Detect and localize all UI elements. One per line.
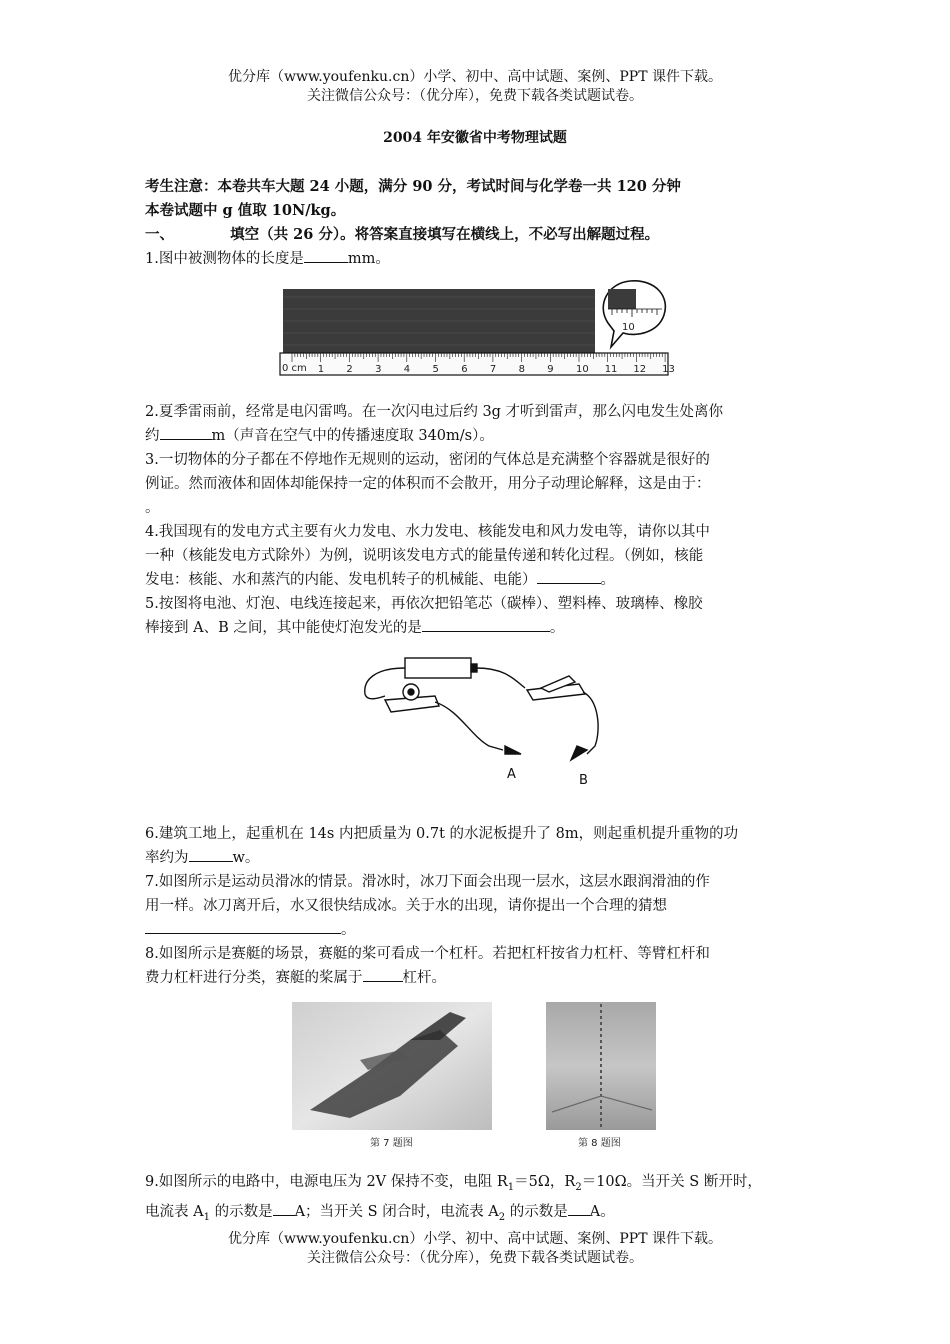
q8-text-end: 杠杆。 xyxy=(402,970,446,986)
subscript: 2 xyxy=(575,1181,582,1193)
q9-text: 的示数是 xyxy=(209,1203,273,1220)
ruler-tick-label: 4 xyxy=(403,364,411,375)
question-1 xyxy=(145,247,815,271)
answer-blank[interactable] xyxy=(304,248,348,263)
ruler-tick-label: 5 xyxy=(432,364,439,375)
question-3-line-1: 3.一切物体的分子都在不停地作无规则的运动，密闭的气体总是充满整个容器就是很好的 xyxy=(145,452,710,468)
question-4-line-2: 一种（核能发电方式除外）为例，说明该发电方式的能量传递和转化过程。（例如，核能 xyxy=(145,548,704,564)
q6-text: 率约为 xyxy=(145,850,189,866)
answer-blank[interactable] xyxy=(160,425,212,440)
question-9-line-1 xyxy=(145,1170,815,1200)
notice-line-2: 本卷试题中 g 值取 10N/kg。 xyxy=(145,202,346,219)
q1-unit: mm。 xyxy=(347,251,390,267)
question-3-line-3: 。 xyxy=(145,500,160,516)
q9-text: ＝10Ω。当开关 S 断开时， xyxy=(581,1174,762,1190)
answer-blank[interactable] xyxy=(537,569,601,584)
page-title: 2004 年安徽省中考物理试题 xyxy=(383,130,567,146)
q9-text: A；当开关 S 闭合时，电流表 A xyxy=(294,1203,499,1220)
ruler-tick-label: 10 xyxy=(576,364,589,375)
q9-text: 电流表 A xyxy=(145,1203,204,1220)
q7-text-end: 。 xyxy=(341,922,356,938)
answer-blank[interactable] xyxy=(189,847,233,862)
ruler-unit-label: 0 cm xyxy=(282,363,307,374)
questions-2-to-5 xyxy=(145,400,815,640)
q4-text: 发电：核能、水和蒸汽的内能、发电机转子的机械能、电能） xyxy=(145,572,537,588)
q8-text: 费力杠杆进行分类，赛艇的桨属于 xyxy=(145,970,363,986)
question-7-line-3 xyxy=(145,918,815,942)
answer-blank[interactable] xyxy=(273,1201,295,1216)
question-7-line-2: 用一样。冰刀离开后，水又很快结成冰。关于水的出现，请你提出一个合理的猜想 xyxy=(145,898,667,914)
question-6-line-1: 6.建筑工地上，起重机在 14s 内把质量为 0.7t 的水泥板提升了 8m，则起重机提升重物的功 xyxy=(145,826,739,842)
ruler-tick-label: 3 xyxy=(375,364,382,375)
exam-notice xyxy=(145,175,815,271)
ruler-tick-label: 2 xyxy=(346,364,353,375)
header-line-2: 关注微信公众号：（优分库），免费下载各类试题试卷。 xyxy=(307,88,643,104)
questions-6-to-8 xyxy=(145,822,815,990)
ruler-tick-label: 1 xyxy=(317,364,325,375)
section-title: 填空（共 26 分）。将答案直接填写在横线上，不必写出解题过程。 xyxy=(230,226,660,243)
question-3-line-2: 例证。然而液体和固体却能保持一定的体积而不会散开，用分子动理论解释，这是由于： xyxy=(145,476,711,492)
q2-text-end: m（声音在空气中的传播速度取 340m/s）。 xyxy=(211,428,494,444)
ruler-tick-label: 12 xyxy=(633,364,647,375)
q5-text: 棒接到 A、B 之间，其中能使灯泡发光的是 xyxy=(145,620,422,636)
ruler-tick-label: 8 xyxy=(518,364,525,375)
circuit-figure xyxy=(355,650,615,790)
question-9 xyxy=(145,1170,815,1230)
subscript: 1 xyxy=(203,1211,210,1223)
q5-text-end: 。 xyxy=(549,620,565,636)
battery-icon xyxy=(405,658,471,678)
clip-b-icon xyxy=(571,746,587,760)
question-2-line-1: 2.夏季雷雨前，经常是电闪雷鸣。在一次闪电过后约 3g 才听到雷声，那么闪电发生处离你 xyxy=(145,404,724,420)
notice-line-1: 考生注意：本卷共车大题 24 小题，满分 90 分，考试时间与化学卷一共 120 分钟 xyxy=(145,178,681,195)
answer-blank[interactable] xyxy=(422,617,550,632)
clip-a-icon xyxy=(505,746,521,754)
footer-line-1: 优分库（www.youfenku.cn）小学、初中、高中试题、案例、PPT 课件下载。 xyxy=(227,1231,722,1247)
magnifier-label: 10 xyxy=(622,322,635,333)
subscript: 2 xyxy=(498,1211,506,1223)
question-4-line-3 xyxy=(145,568,815,592)
ruler-tick-label: 6 xyxy=(461,364,468,375)
figure-8-caption: 第 8 题图 xyxy=(578,1138,621,1149)
answer-blank[interactable] xyxy=(145,919,341,934)
header-line-1: 优分库（www.youfenku.cn）小学、初中、高中试题、案例、PPT 课件下载。 xyxy=(227,69,722,85)
q9-text: ＝5Ω，R xyxy=(514,1174,576,1190)
ruler-tick-label: 7 xyxy=(489,364,497,375)
question-5-line-1: 5.按图将电池、灯泡、电线连接起来，再依次把铅笔芯（碳棒）、塑料棒、玻璃棒、橡胶 xyxy=(145,596,703,612)
q2-text: 约 xyxy=(145,428,160,444)
q4-text-end: 。 xyxy=(600,572,615,588)
footer xyxy=(0,1230,950,1268)
q9-text: 的示数是 xyxy=(505,1203,568,1220)
question-5-line-2 xyxy=(145,616,815,640)
terminal-b-label: B xyxy=(579,773,588,788)
q9-text: A。 xyxy=(589,1203,615,1220)
q9-text: 9.如图所示的电路中，电源电压为 2V 保持不变，电阻 R xyxy=(145,1174,508,1190)
question-4-line-1: 4.我国现有的发电方式主要有火力发电、水力发电、核能发电和风力发电等，请你以其中 xyxy=(145,524,710,540)
ruler-tick-label: 9 xyxy=(547,364,554,375)
figure-7-caption: 第 7 题图 xyxy=(370,1138,413,1149)
ruler-tick-label: 13 xyxy=(662,364,675,375)
section-number: 一、 xyxy=(145,226,174,243)
terminal-a-label: A xyxy=(507,767,516,782)
q1-text: 1.图中被测物体的长度是 xyxy=(145,251,304,267)
question-8-line-2 xyxy=(145,966,815,990)
q6-unit: w。 xyxy=(232,850,260,866)
footer-line-2: 关注微信公众号：（优分库），免费下载各类试题试卷。 xyxy=(307,1250,643,1266)
answer-blank[interactable] xyxy=(568,1201,590,1216)
header xyxy=(0,68,950,106)
section-heading xyxy=(145,223,815,247)
answer-blank[interactable] xyxy=(363,967,403,982)
question-6-line-2 xyxy=(145,846,815,870)
photo-figures xyxy=(290,1000,658,1150)
magnified-object xyxy=(608,289,636,309)
question-8-line-1: 8.如图所示是赛艇的场景，赛艇的桨可看成一个杠杆。若把杠杆按省力杠杆、等臂杠杆和 xyxy=(145,946,710,962)
ruler-figure xyxy=(278,275,675,383)
question-2-line-2 xyxy=(145,424,815,448)
subscript: 1 xyxy=(507,1181,515,1193)
question-7-line-1: 7.如图所示是运动员滑冰的情景。滑冰时，冰刀下面会出现一层水，这层水跟润滑油的作 xyxy=(145,874,710,890)
question-9-line-2 xyxy=(145,1200,815,1230)
ruler-tick-label: 11 xyxy=(604,364,618,375)
